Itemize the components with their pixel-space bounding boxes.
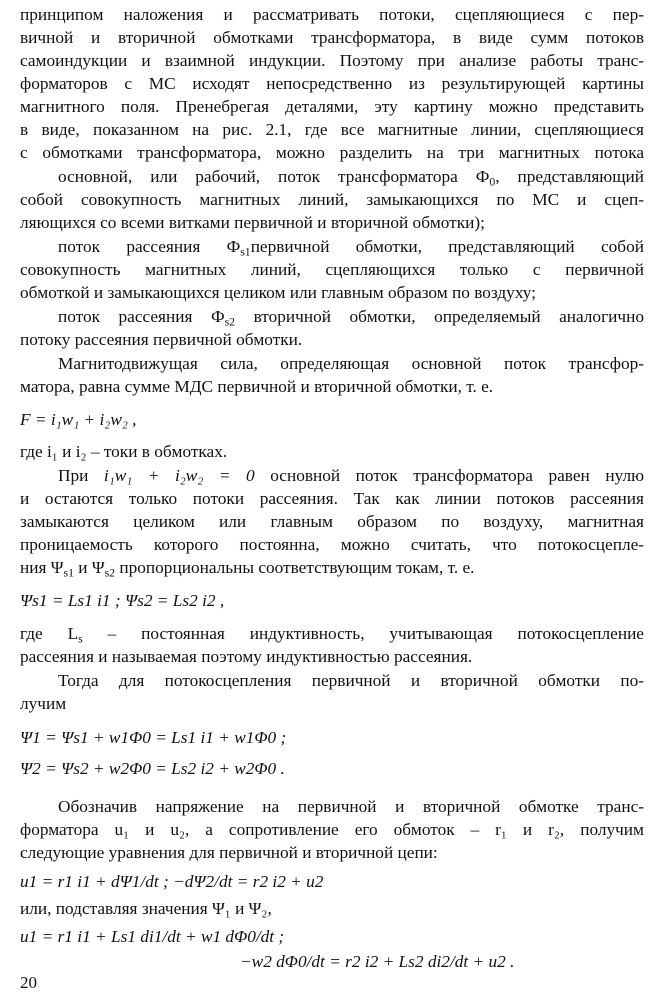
equation-psi1: Ψ1 = Ψs1 + w1Φ0 = Ls1 i1 + w1Φ0 ; <box>20 728 287 747</box>
text-line: форматора u₁ и u₂, а сопротивление его обмоток – r₁ и r₂, получим <box>20 820 644 839</box>
text-line: лучим <box>20 694 67 713</box>
text-line: следующие уравнения для первичной и вторичной цепи: <box>20 843 438 862</box>
text-line: с обмотками трансформатора, можно разделить на три магнитных потока <box>20 143 644 162</box>
page-number: 20 <box>20 973 37 992</box>
text-line: проницаемость которого постоянна, можно считать, что потокосцепле- <box>20 535 644 554</box>
equation-primary: u1 = r1 i1 + Ls1 di1/dt + w1 dΦ0/dt ; <box>20 927 285 946</box>
equation-leakage-flux: Ψs1 = Ls1 i1 ; Ψs2 = Ls2 i2 , <box>20 591 225 610</box>
text-line: замыкаются целиком или главным образом по воздуху, магнитная <box>20 512 644 531</box>
paragraph-then: Тогда для потокосцепления первичной и вторичной обмотки по- <box>58 671 644 690</box>
text-line: матора, равна сумме МДС первичной и вторичной обмотки, т. е. <box>20 377 494 396</box>
text-line: потоку рассеяния первичной обмотки. <box>20 330 303 349</box>
text-line: собой совокупность магнитных линий, замыкающихся по МС и сцеп- <box>20 190 644 209</box>
text-line: и остаются только потоки рассеяния. Так как линии потоков рассеяния <box>20 489 644 508</box>
equation-circuit: u1 = r1 i1 + dΨ1/dt ; −dΨ2/dt = r2 i2 + u2 <box>20 872 324 891</box>
list-item-leakage-primary: поток рассеяния $Ф_{s1}первичной$ обмотки, представляющий собой <box>58 237 644 259</box>
paragraph-voltage: Обозначив напряжение на первичной и вторичной обмотке транс- <box>58 797 644 816</box>
text-line: принципом наложения и рассматривать потоки, сцепляющиеся с пер- <box>20 5 644 24</box>
paragraph-mds: Магнитодвижущая сила, определяющая основной поток трансфор- <box>58 354 644 373</box>
paragraph-inductance: где $L_s$ – постоянная индуктивность, учитывающая потокосцепление <box>20 624 644 646</box>
text-line: в виде, показанном на рис. 2.1, где все магнитные линии, сцепляющиеся <box>20 120 644 139</box>
text-line: самоиндукции и взаимной индукции. Поэтому при анализе работы транс- <box>20 51 644 70</box>
text-line: или, подставляя значения Ψ₁ и Ψ₂, <box>20 899 272 918</box>
text-line: где i₁ и i₂ – токи в обмотках. <box>20 442 228 461</box>
equation-mmf: F = i₁w₁ + i₂w₂ , <box>20 410 137 429</box>
text-line: ния $\Psi_{s1}$ и $\Psi_{s2}$ пропорциональны соответствующим токам, т. е. <box>20 558 475 580</box>
text-line: вичной и вторичной обмотками трансформатора, в виде сумм потоков <box>20 28 644 47</box>
list-item-main-flux: основной, или рабочий, поток трансформатора $Ф_0$, представляющий <box>58 167 644 189</box>
text-line: форматоров с МС исходят непосредственно из результирующей картины <box>20 74 644 93</box>
text-line: рассеяния и называемая поэтому индуктивностью рассеяния. <box>20 647 473 666</box>
text-line: совокупность магнитных линий, сцепляющихся только с первичной <box>20 260 644 279</box>
text-line: магнитного поля. Пренебрегая деталями, эту картину можно представить <box>20 97 644 116</box>
equation-secondary: −w2 dΦ0/dt = r2 i2 + Ls2 di2/dt + u2 . <box>240 952 515 971</box>
equation-psi2: Ψ2 = Ψs2 + w2Φ0 = Ls2 i2 + w2Φ0 . <box>20 759 285 778</box>
paragraph-leakage: При i₁w₁ + i₂w₂ = 0 основной поток трансформатора равен нулю <box>58 466 644 485</box>
text-line: ляющихся со всеми витками первичной и вторичной обмотки); <box>20 213 485 232</box>
text-line: обмоткой и замыкающихся целиком или главным образом по воздуху; <box>20 283 537 302</box>
list-item-leakage-secondary: поток рассеяния $Ф_{s2}$ вторичной обмотки, определяемый аналогично <box>58 307 644 329</box>
